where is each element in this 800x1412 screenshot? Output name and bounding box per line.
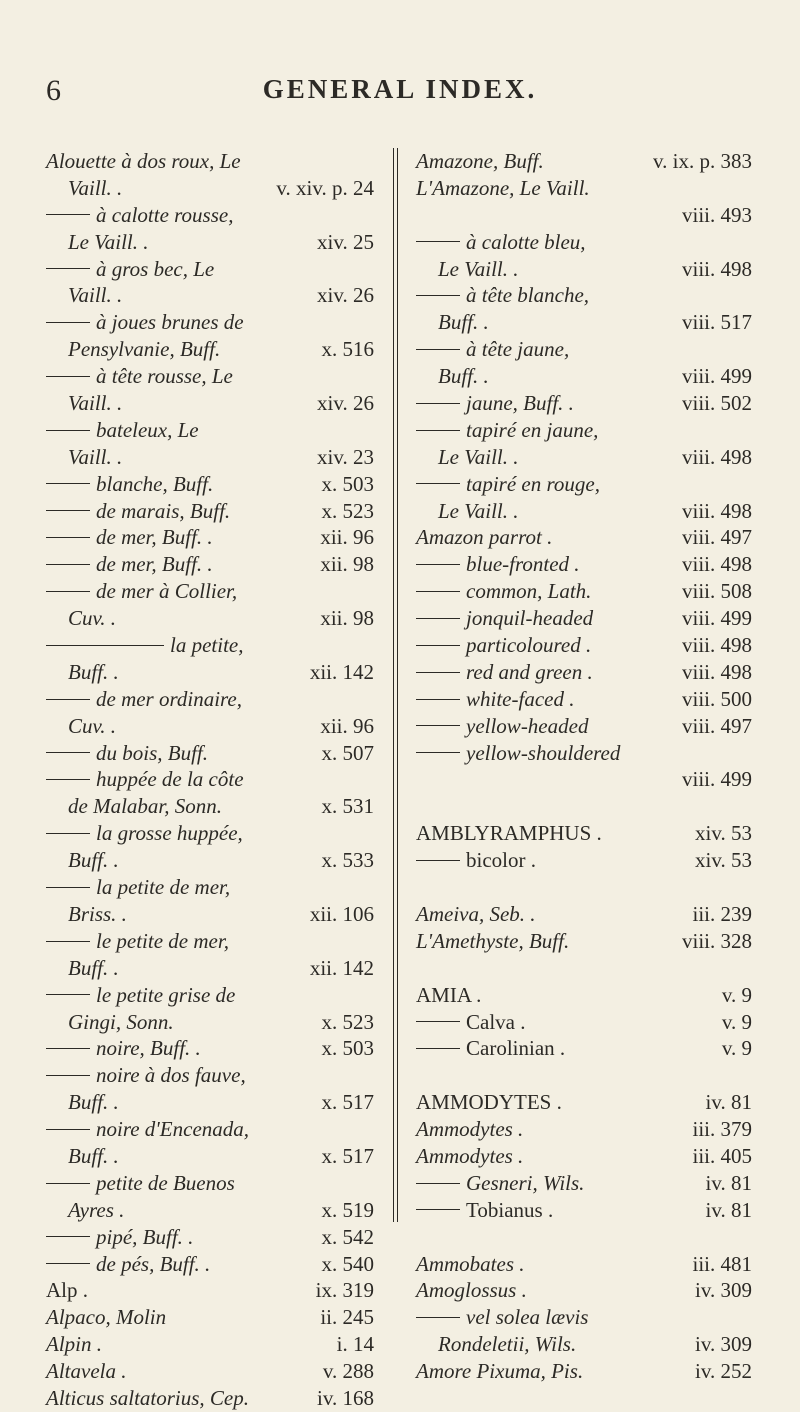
entry-term: de pés, Buff. .: [46, 1251, 210, 1278]
entry-reference: x. 523: [321, 498, 374, 523]
entry-term: vel solea lævis: [416, 1304, 588, 1331]
entry-reference: viii. 517: [681, 310, 752, 335]
index-entry: [46, 444, 374, 471]
index-entry: [416, 632, 752, 659]
entry-reference: v. 288: [322, 1359, 374, 1384]
index-entry: [46, 471, 374, 498]
entry-reference: x. 503: [321, 1036, 374, 1061]
entry-reference: viii. 497: [681, 525, 752, 550]
entry-term: Ayres .: [68, 1197, 125, 1222]
entry-reference: xii. 106: [309, 901, 374, 926]
entry-reference: viii. 497: [681, 713, 752, 738]
entry-term: jaune, Buff. .: [416, 390, 574, 417]
index-entry: [416, 336, 752, 363]
index-entry: [46, 901, 374, 928]
entry-reference: viii. 500: [681, 686, 752, 711]
entry-reference: viii. 328: [681, 928, 752, 953]
page-number: 6: [46, 74, 61, 107]
index-entry: [46, 847, 374, 874]
entry-term: Calva .: [416, 1009, 525, 1036]
entry-term: Vaill. .: [68, 391, 123, 416]
entry-reference: x. 507: [321, 740, 374, 765]
entry-reference: x. 516: [321, 337, 374, 362]
index-entry: [46, 1304, 374, 1331]
entry-term: à tête rousse, Le: [46, 363, 233, 390]
entry-term: Altavela .: [46, 1359, 127, 1384]
index-entry: [416, 309, 752, 336]
entry-reference: x. 503: [321, 471, 374, 496]
entry-term: à calotte bleu,: [416, 229, 586, 256]
entry-reference: v. ix. p. 383: [653, 149, 752, 173]
right-index-column: [416, 148, 752, 1385]
entry-reference: xiv. 26: [317, 391, 374, 416]
index-entry: [416, 471, 752, 498]
entry-reference: x. 523: [321, 1009, 374, 1034]
entry-term: à calotte rousse,: [46, 202, 233, 229]
entry-term: AMBLYRAMPHUS .: [416, 821, 602, 846]
entry-term: Vaill. .: [68, 283, 123, 308]
entry-reference: viii. 498: [681, 444, 752, 469]
entry-reference: viii. 493: [681, 202, 752, 227]
entry-reference: xiv. 26: [317, 283, 374, 308]
index-entry: [46, 148, 374, 175]
entry-term: Vaill. .: [68, 444, 123, 469]
index-entry: [46, 874, 374, 901]
entry-reference: x. 517: [321, 1090, 374, 1115]
entry-term: white-faced .: [416, 686, 574, 713]
index-entry: [46, 524, 374, 551]
entry-reference: x. 517: [321, 1143, 374, 1168]
index-entry: [46, 766, 374, 793]
entry-term: particoloured .: [416, 632, 591, 659]
index-entry: [46, 551, 374, 578]
entry-reference: viii. 498: [681, 552, 752, 577]
index-entry: [416, 498, 752, 525]
index-entry: [46, 390, 374, 417]
index-entry: [46, 1116, 374, 1143]
entry-reference: iv. 81: [705, 1170, 752, 1195]
index-entry: [46, 632, 374, 659]
left-index-column: [46, 148, 374, 1412]
entry-term: à tête jaune,: [416, 336, 569, 363]
entry-term: Ammodytes .: [416, 1143, 524, 1168]
entry-reference: viii. 498: [681, 659, 752, 684]
entry-term: yellow-shouldered: [416, 740, 620, 767]
entry-reference: v. 9: [721, 1009, 752, 1034]
index-entry: [46, 1224, 374, 1251]
entry-term: Gingi, Sonn.: [68, 1009, 174, 1034]
entry-reference: xii. 98: [320, 552, 374, 577]
index-entry: [416, 1009, 752, 1036]
index-entry: [46, 659, 374, 686]
entry-reference: ii. 245: [320, 1305, 374, 1330]
entry-term: de mer, Buff. .: [46, 524, 213, 551]
entry-reference: xii. 142: [309, 955, 374, 980]
index-entry: [416, 390, 752, 417]
entry-reference: viii. 498: [681, 633, 752, 658]
index-entry: [416, 148, 752, 175]
index-entry: [46, 1143, 374, 1170]
entry-spacer: [416, 793, 752, 820]
entry-reference: viii. 502: [681, 391, 752, 416]
entry-term: Cuv. .: [68, 713, 117, 738]
entry-term: tapiré en rouge,: [416, 471, 600, 498]
entry-term: Ammodytes .: [416, 1117, 524, 1142]
entry-reference: v. 9: [721, 982, 752, 1007]
entry-term: Gesneri, Wils.: [416, 1170, 584, 1197]
index-entry: [416, 605, 752, 632]
column-divider: [393, 148, 394, 1222]
entry-reference: ix. 319: [315, 1278, 374, 1303]
entry-term: Amazon parrot .: [416, 525, 553, 550]
entry-term: Carolinian .: [416, 1035, 565, 1062]
index-entry: [416, 363, 752, 390]
entry-term: L'Amethyste, Buff.: [416, 928, 570, 953]
entry-reference: viii. 508: [681, 579, 752, 604]
index-entry: [416, 175, 752, 202]
entry-term: Alpaco, Molin: [46, 1305, 167, 1330]
entry-reference: xii. 142: [309, 659, 374, 684]
entry-term: de mer ordinaire,: [46, 686, 242, 713]
index-entry: [416, 256, 752, 283]
entry-term: Amazone, Buff.: [416, 149, 544, 173]
index-entry: [416, 766, 752, 793]
entry-term: noire, Buff. .: [46, 1035, 201, 1062]
index-entry: [46, 955, 374, 982]
entry-reference: iv. 81: [705, 1197, 752, 1222]
entry-reference: viii. 498: [681, 256, 752, 281]
index-entry: [46, 578, 374, 605]
entry-reference: v. 9: [721, 1036, 752, 1061]
entry-term: Buff. .: [68, 659, 119, 684]
index-entry: [416, 847, 752, 874]
entry-term: Alpin .: [46, 1332, 102, 1357]
entry-term: le petite grise de: [46, 982, 235, 1009]
index-entry: [46, 928, 374, 955]
index-entry: [46, 417, 374, 444]
entry-reference: iii. 405: [692, 1143, 752, 1168]
index-entry: [46, 820, 374, 847]
entry-term: Vaill. .: [68, 175, 123, 200]
index-entry: [416, 686, 752, 713]
entry-term: de mer à Collier,: [46, 578, 237, 605]
entry-term: blanche, Buff.: [46, 471, 213, 498]
index-entry: [416, 229, 752, 256]
entry-term: Alp .: [46, 1278, 88, 1303]
entry-term: jonquil-headed: [416, 605, 593, 632]
index-entry: [46, 229, 374, 256]
entry-term: la petite de mer,: [46, 874, 230, 901]
index-entry: [416, 1358, 752, 1385]
entry-reference: x. 533: [321, 848, 374, 873]
index-entry: [416, 901, 752, 928]
entry-term: de marais, Buff.: [46, 498, 230, 525]
entry-term: Alticus saltatorius, Cep.: [46, 1385, 250, 1410]
running-head: GENERAL INDEX.: [262, 74, 538, 104]
index-entry: [46, 175, 374, 202]
index-entry: [416, 1197, 752, 1224]
entry-term: yellow-headed: [416, 713, 588, 740]
index-entry: [416, 444, 752, 471]
index-entry: [46, 1170, 374, 1197]
entry-term: Le Vaill. .: [68, 229, 149, 254]
entry-reference: xii. 96: [320, 713, 374, 738]
entry-reference: iv. 252: [695, 1359, 752, 1384]
entry-term: huppée de la côte: [46, 766, 244, 793]
entry-reference: iv. 309: [695, 1278, 752, 1303]
entry-reference: viii. 498: [681, 498, 752, 523]
entry-spacer: [416, 874, 752, 901]
entry-term: Amore Pixuma, Pis.: [416, 1359, 584, 1384]
index-entry: [416, 1170, 752, 1197]
entry-term: de Malabar, Sonn.: [68, 794, 222, 819]
index-entry: [416, 1304, 752, 1331]
index-entry: [46, 336, 374, 363]
index-entry: [416, 982, 752, 1009]
entry-term: Le Vaill. .: [438, 256, 519, 281]
index-entry: [416, 928, 752, 955]
index-entry: [46, 713, 374, 740]
index-entry: [416, 551, 752, 578]
entry-term: blue-fronted .: [416, 551, 580, 578]
entry-reference: iii. 481: [692, 1251, 752, 1276]
entry-term: AMIA .: [416, 982, 482, 1007]
index-entry: [416, 202, 752, 229]
entry-reference: v. xiv. p. 24: [276, 175, 374, 200]
entry-reference: viii. 499: [681, 606, 752, 631]
index-entry: [46, 1277, 374, 1304]
entry-term: Ammobates .: [416, 1251, 525, 1276]
entry-term: à gros bec, Le: [46, 256, 214, 283]
index-entry: [46, 498, 374, 525]
index-entry: [46, 1062, 374, 1089]
entry-term: Buff. .: [68, 955, 119, 980]
index-entry: [416, 417, 752, 444]
entry-reference: iii. 379: [692, 1117, 752, 1142]
entry-reference: iii. 239: [692, 901, 752, 926]
index-entry: [416, 282, 752, 309]
entry-term: Buff. .: [438, 364, 489, 389]
index-entry: [416, 1035, 752, 1062]
entry-reference: iv. 168: [317, 1385, 374, 1410]
entry-term: à tête blanche,: [416, 282, 589, 309]
entry-term: noire d'Encenada,: [46, 1116, 249, 1143]
entry-term: tapiré en jaune,: [416, 417, 598, 444]
entry-reference: iv. 81: [705, 1090, 752, 1115]
index-entry: [416, 740, 752, 767]
column-divider-double: [397, 148, 398, 1222]
index-entry: [46, 605, 374, 632]
index-entry: [416, 1089, 752, 1116]
entry-term: pipé, Buff. .: [46, 1224, 193, 1251]
entry-term: de mer, Buff. .: [46, 551, 213, 578]
index-entry: [46, 1035, 374, 1062]
index-entry: [416, 1331, 752, 1358]
index-entry: [46, 256, 374, 283]
entry-spacer: [416, 955, 752, 982]
entry-term: red and green .: [416, 659, 593, 686]
entry-reference: x. 519: [321, 1197, 374, 1222]
entry-reference: xiv. 53: [695, 821, 752, 846]
entry-term: Le Vaill. .: [438, 444, 519, 469]
index-entry: [416, 1277, 752, 1304]
entry-spacer: [416, 1062, 752, 1089]
index-entry: [46, 686, 374, 713]
index-entry: [46, 982, 374, 1009]
index-entry: [46, 1089, 374, 1116]
entry-term: Rondeletii, Wils.: [438, 1332, 577, 1357]
entry-term: Cuv. .: [68, 606, 117, 631]
entry-reference: xiv. 25: [317, 229, 374, 254]
entry-term: Briss. .: [68, 901, 127, 926]
index-entry: [46, 1385, 374, 1412]
entry-term: la grosse huppée,: [46, 820, 243, 847]
entry-term: le petite de mer,: [46, 928, 229, 955]
entry-term: common, Lath.: [416, 578, 591, 605]
entry-term: Buff. .: [68, 848, 119, 873]
index-entry: [46, 1009, 374, 1036]
entry-reference: iv. 309: [695, 1332, 752, 1357]
entry-term: bicolor .: [416, 847, 536, 874]
entry-term: AMMODYTES .: [416, 1090, 562, 1115]
entry-reference: xii. 98: [320, 606, 374, 631]
index-entry: [416, 713, 752, 740]
entry-reference: x. 540: [321, 1251, 374, 1276]
entry-reference: xiv. 53: [695, 848, 752, 873]
entry-term: Pensylvanie, Buff.: [68, 337, 221, 362]
entry-term: Tobianus .: [416, 1197, 553, 1224]
entry-term: petite de Buenos: [46, 1170, 235, 1197]
entry-term: Buff. .: [438, 310, 489, 335]
index-entry: [416, 1116, 752, 1143]
entry-term: Alouette à dos roux, Le: [46, 149, 241, 173]
entry-reference: x. 542: [321, 1224, 374, 1249]
index-entry: [46, 363, 374, 390]
index-entry: [46, 793, 374, 820]
entry-reference: i. 14: [336, 1332, 374, 1357]
index-entry: [46, 1197, 374, 1224]
entry-term: L'Amazone, Le Vaill.: [416, 175, 590, 200]
entry-spacer: [416, 1224, 752, 1251]
entry-term: Buff. .: [68, 1090, 119, 1115]
index-entry: [416, 524, 752, 551]
index-entry: [416, 820, 752, 847]
entry-reference: xii. 96: [320, 525, 374, 550]
index-entry: [46, 1331, 374, 1358]
entry-term: à joues brunes de: [46, 309, 244, 336]
index-entry: [46, 1358, 374, 1385]
entry-term: bateleux, Le: [46, 417, 199, 444]
entry-term: Ameiva, Seb. .: [416, 901, 536, 926]
entry-reference: viii. 499: [681, 767, 752, 792]
entry-reference: viii. 499: [681, 364, 752, 389]
index-entry: [416, 578, 752, 605]
entry-reference: x. 531: [321, 794, 374, 819]
entry-reference: xiv. 23: [317, 444, 374, 469]
entry-term: Le Vaill. .: [438, 498, 519, 523]
index-entry: [416, 659, 752, 686]
entry-term: du bois, Buff.: [46, 740, 208, 767]
entry-term: Amoglossus .: [416, 1278, 527, 1303]
index-entry: [46, 202, 374, 229]
index-entry: [416, 1143, 752, 1170]
index-entry: [46, 282, 374, 309]
entry-term: la petite,: [46, 632, 243, 659]
entry-term: noire à dos fauve,: [46, 1062, 246, 1089]
entry-term: Buff. .: [68, 1143, 119, 1168]
index-entry: [46, 740, 374, 767]
index-entry: [46, 309, 374, 336]
